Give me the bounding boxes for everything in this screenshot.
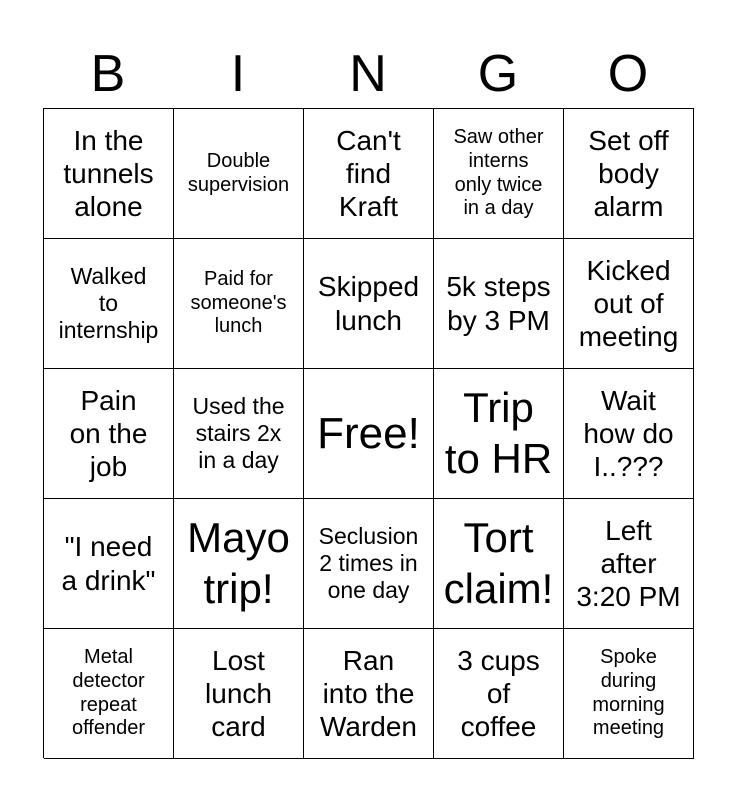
- bingo-cell: Saw other interns only twice in a day: [434, 109, 564, 239]
- bingo-grid: [43, 108, 694, 758]
- header-letter-g: G: [477, 45, 519, 103]
- bingo-cell: Skipped lunch: [304, 239, 434, 369]
- bingo-cell: Paid for someone's lunch: [174, 239, 304, 369]
- bingo-cell: Can't find Kraft: [304, 109, 434, 239]
- header-letter-o: O: [607, 45, 649, 103]
- bingo-header: [43, 40, 693, 108]
- bingo-cell: Used the stairs 2x in a day: [174, 369, 304, 499]
- bingo-cell: Mayo trip!: [174, 499, 304, 629]
- bingo-cell: Pain on the job: [44, 369, 174, 499]
- bingo-cell: Set off body alarm: [564, 109, 694, 239]
- bingo-cell: Ran into the Warden: [304, 629, 434, 759]
- bingo-cell: Spoke during morning meeting: [564, 629, 694, 759]
- header-letter-i: I: [230, 45, 246, 103]
- header-letter-b: B: [90, 45, 126, 103]
- bingo-cell: 3 cups of coffee: [434, 629, 564, 759]
- bingo-cell: In the tunnels alone: [44, 109, 174, 239]
- bingo-cell: Seclusion 2 times in one day: [304, 499, 434, 629]
- bingo-cell: Walked to internship: [44, 239, 174, 369]
- bingo-cell: Kicked out of meeting: [564, 239, 694, 369]
- free-space-cell: Free!: [304, 369, 434, 499]
- bingo-cell: Metal detector repeat offender: [44, 629, 174, 759]
- bingo-cell: Tort claim!: [434, 499, 564, 629]
- bingo-cell: 5k steps by 3 PM: [434, 239, 564, 369]
- header-letter-n: N: [349, 45, 387, 103]
- bingo-cell: Left after 3:20 PM: [564, 499, 694, 629]
- bingo-cell: Double supervision: [174, 109, 304, 239]
- bingo-cell: Wait how do I..???: [564, 369, 694, 499]
- bingo-cell: "I need a drink": [44, 499, 174, 629]
- bingo-cell: Trip to HR: [434, 369, 564, 499]
- bingo-cell: Lost lunch card: [174, 629, 304, 759]
